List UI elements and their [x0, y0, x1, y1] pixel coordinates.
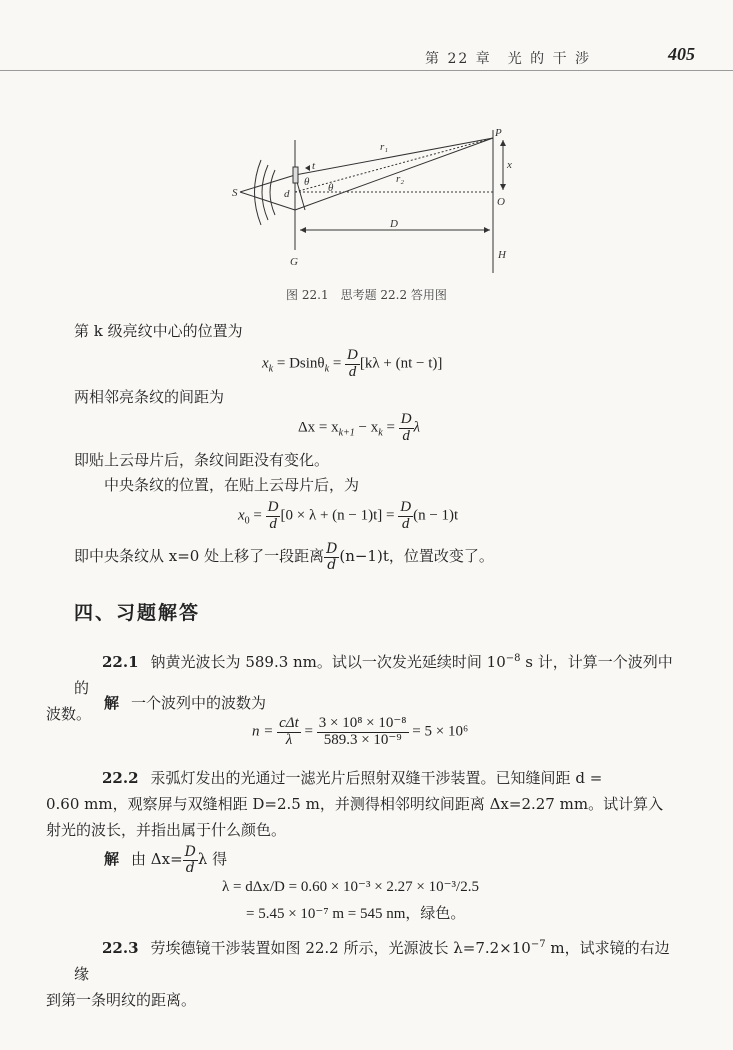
label-r1: r₁	[380, 141, 389, 153]
problem-22-2: 22.2 汞弧灯发出的光通过一滤光片后照射双缝干涉装置。已知缝间距 d = 0.60 mm，观察屏与双缝相距 D=2.5 m，并测得相邻明纹间距离 Δx=2.27 mm。试计算入 射光的波长，并指出属于什么颜色。	[46, 769, 664, 839]
figure-caption: 图 22.1 思考题 22.2 答用图	[286, 288, 447, 302]
equation-wavelength: λ = dΔx/D = 0.60 × 10⁻³ × 2.27 × 10⁻³/2.5	[222, 879, 479, 895]
equation-xk: $x_k = Dsin\theta_k$ = $\frac{D}{d}$ [kλ + (nt − t)]	[262, 347, 443, 380]
label-x: x	[507, 159, 512, 171]
header-rule	[0, 70, 733, 71]
equation-delta-x: $\Delta x = x_{k+1} - x_k$ = $\frac{D}{d}$ λ	[298, 411, 421, 444]
text-line: 中央条纹的位置，在贴上云母片后，为	[104, 476, 360, 494]
solution-22-1: 解 一个波列中的波数为	[104, 694, 267, 712]
label-theta: θ	[328, 182, 334, 194]
equation-x0: $x_0$ = $\frac{D}{d}$ [0 × λ + (n − 1)t] = $\frac{D}{d}$ (n − 1)t	[238, 499, 459, 532]
page-number: 405	[668, 44, 695, 64]
mica-sheet	[293, 167, 298, 183]
ray-r1	[295, 138, 493, 175]
problem-22-3: 22.3 劳埃德镜干涉装置如图 22.2 所示，光源波长 $\lambda=7.2\times 10^{-7}$ m，试求镜的右边缘 到第一条明纹的距离。	[46, 939, 670, 1009]
double-slit-diagram	[220, 125, 520, 275]
text-line: 即贴上云母片后，条纹间距没有变化。	[74, 451, 330, 469]
chapter-header: 第 22 章 光 的 干 涉	[425, 51, 592, 67]
ray-r2	[295, 138, 493, 210]
section-title: 四、习题解答	[74, 602, 201, 624]
label-G: G	[290, 256, 298, 268]
wavefront-arc	[255, 160, 262, 225]
problem-22-1: 22.1 钠黄光波长为 589.3 nm。试以一次发光延续时间 $10^{-8}$ s 计，计算一个波列中的 波数。	[46, 653, 673, 723]
label-P: P	[495, 127, 502, 139]
label-r2: r₂	[396, 173, 405, 185]
label-O: O	[497, 196, 505, 208]
label-d: d	[284, 188, 290, 200]
label-D: D	[390, 218, 398, 230]
solution-22-2: 解 由 Δx= $\frac{D}{d}$ λ 得	[104, 844, 228, 876]
text-line: 两相邻亮条纹的间距为	[74, 388, 225, 406]
label-S: S	[232, 187, 238, 199]
equation-wavelength-result: = 5.45 × 10⁻⁷ m = 545 nm，绿色。	[246, 906, 466, 922]
wavefront-arc	[262, 165, 268, 220]
wavefront-arc	[270, 170, 275, 215]
text-line: 第 k 级亮纹中心的位置为	[74, 322, 243, 340]
label-t: t	[312, 160, 316, 172]
equation-wave-count: n = $\frac{\text{cΔt}}{\lambda}$ = $\frac{\text{3 × 10⁸ × 10⁻⁸}}{\text{589.3 × 10⁻⁹}}$ = 5 × 10⁶	[252, 715, 469, 748]
text-line: 即中央条纹从 x=0 处上移了一段距离 $\frac{D}{d}$ (n−1)t，位置改变了。	[74, 541, 494, 573]
label-theta: θ	[304, 176, 310, 188]
label-H: H	[498, 249, 506, 261]
